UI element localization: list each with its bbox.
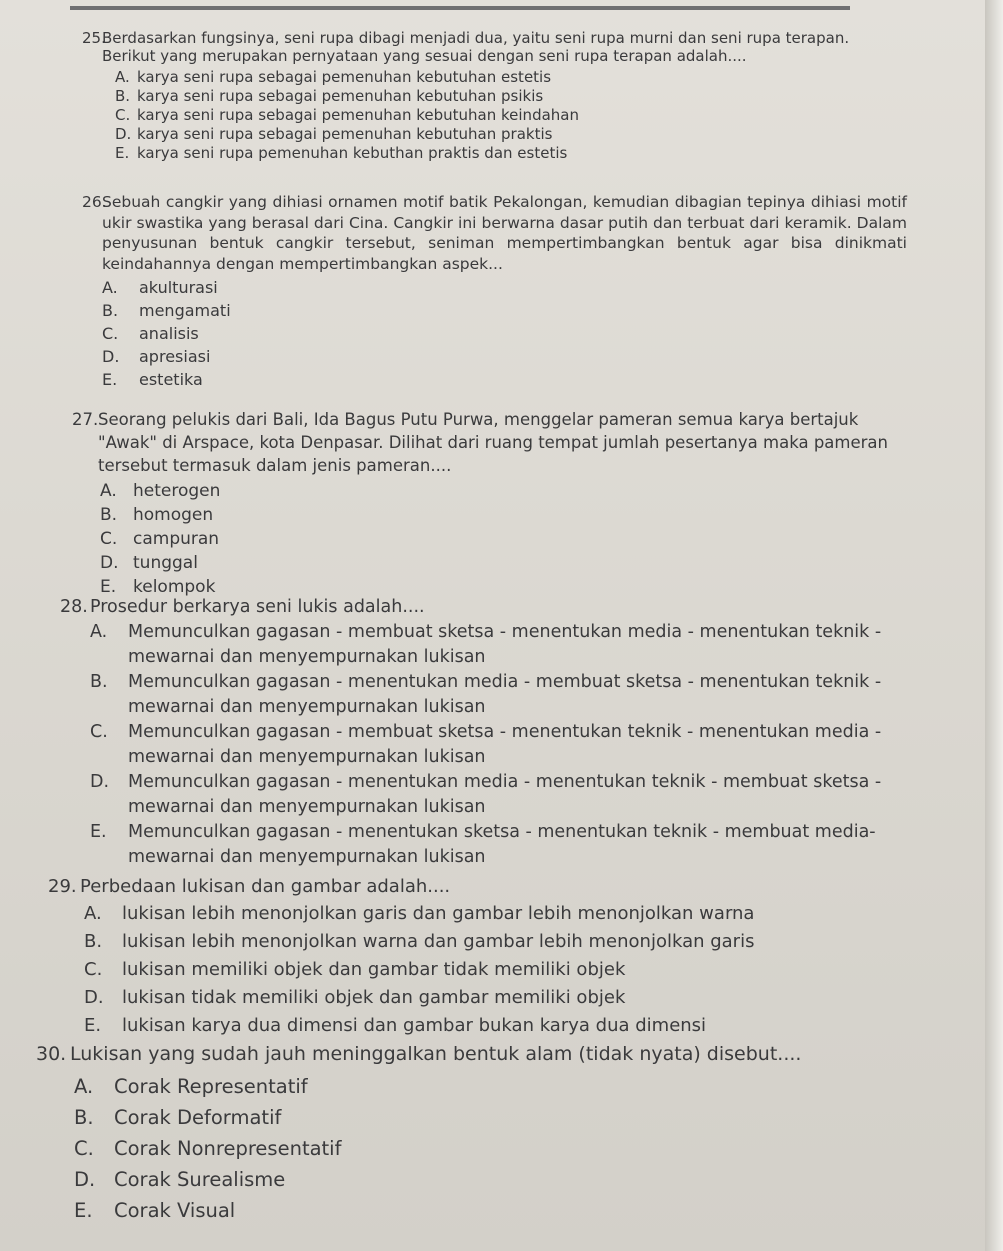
option-c [90,720,945,770]
option-letter: B. [74,1106,94,1129]
option-c [102,322,907,345]
option-letter: D. [100,553,119,573]
option-a [84,900,938,928]
question-number: 29. [48,876,77,897]
option-text: Memunculkan gagasan - menentukan media - membuat sketsa - menentukan teknik - mewarnai dan menyempurnakan lukisan [128,672,882,717]
option-letter: C. [84,959,103,980]
options-list [74,1071,936,1226]
question-30 [36,1040,936,1226]
option-d [90,770,945,820]
option-text: karya seni rupa sebagai pemenuhan kebutuhan psikis [137,87,544,105]
option-letter: B. [100,505,118,525]
page-edge [985,0,1003,1251]
option-letter: D. [90,772,110,792]
question-text: Perbedaan lukisan dan gambar adalah.... [80,876,451,897]
option-letter: E. [102,370,118,389]
option-e [115,144,872,163]
question-number: 27. [72,410,99,429]
option-e [102,368,907,391]
option-letter: B. [115,87,131,105]
question-stem [82,192,907,274]
option-letter: D. [74,1168,96,1191]
question-27 [72,408,902,599]
question-stem [48,873,938,900]
option-letter: E. [115,144,130,162]
option-letter: C. [74,1137,94,1160]
question-26 [82,192,907,391]
option-text: mengamati [139,301,231,320]
option-letter: E. [74,1199,93,1222]
option-letter: A. [84,903,102,924]
option-b [74,1102,936,1133]
option-c [84,956,938,984]
options-list [90,620,945,870]
question-text: Sebuah cangkir yang dihiasi ornamen motif batik Pekalongan, kemudian dibagian tepinya dihiasi motif ukir swastika yang berasal dari Cina. Cangkir ini berwarna dasar putih dan terbuat dari keramik. Dalam penyusunan bentuk cangkir tersebut, seniman mempertimbangkan bentuk agar bisa dinikmati keindahannya dengan mempertimbangkan aspek... [102,193,907,273]
question-number: 26. [82,193,107,211]
option-d [100,551,902,575]
option-letter: B. [102,301,119,320]
options-list [100,479,902,599]
question-text: Prosedur berkarya seni lukis adalah.... [90,597,425,617]
option-letter: B. [90,672,108,692]
options-list [102,276,907,391]
option-text: analisis [139,324,199,343]
question-25 [82,30,872,163]
option-letter: A. [74,1075,94,1098]
question-number: 30. [36,1043,67,1065]
option-text: Memunculkan gagasan - menentukan media - menentukan teknik - membuat sketsa - mewarnai dan menyempurnakan lukisan [128,772,882,817]
option-text: heterogen [133,481,221,501]
question-text: Lukisan yang sudah jauh meninggalkan bentuk alam (tidak nyata) disebut.... [70,1043,802,1065]
option-text: Memunculkan gagasan - membuat sketsa - menentukan media - menentukan teknik - mewarnai dan menyempurnakan lukisan [128,622,882,667]
option-text: Corak Surealisme [114,1168,286,1191]
question-stem [60,595,945,620]
option-text: lukisan karya dua dimensi dan gambar bukan karya dua dimensi [122,1015,707,1036]
option-text: Corak Nonrepresentatif [114,1137,342,1160]
option-text: estetika [139,370,203,389]
option-letter: A. [90,622,108,642]
option-b [90,670,945,720]
question-stem [36,1040,936,1069]
option-b [102,299,907,322]
option-b [115,87,872,106]
option-text: akulturasi [139,278,218,297]
question-28 [60,595,945,870]
question-number: 28. [60,597,88,617]
option-letter: A. [102,278,118,297]
option-b [84,928,938,956]
option-c [115,106,872,125]
option-text: karya seni rupa sebagai pemenuhan kebutuhan estetis [137,68,552,86]
option-letter: E. [84,1015,102,1036]
option-a [115,68,872,87]
option-letter: D. [84,987,104,1008]
option-a [100,479,902,503]
options-list [84,900,938,1040]
option-text: Memunculkan gagasan - membuat sketsa - menentukan teknik - menentukan media - mewarnai dan menyempurnakan lukisan [128,722,882,767]
question-stem [82,30,872,65]
option-letter: D. [102,347,120,366]
option-text: lukisan lebih menonjolkan garis dan gambar lebih menonjolkan warna [122,903,755,924]
option-text: lukisan memiliki objek dan gambar tidak memiliki objek [122,959,626,980]
question-29 [48,873,938,1040]
option-text: karya seni rupa pemenuhan kebuthan praktis dan estetis [137,144,568,162]
option-letter: C. [90,722,108,742]
question-text: Seorang pelukis dari Bali, Ida Bagus Putu Purwa, menggelar pameran semua karya bertajuk "Awak" di Arspace, kota Denpasar. Dilihat dari ruang tempat jumlah pesertanya maka pameran tersebut termasuk dalam jenis pameran.... [98,410,888,475]
option-letter: E. [90,822,107,842]
option-letter: E. [100,577,117,597]
option-text: homogen [133,505,214,525]
option-text: campuran [133,529,220,549]
option-text: tunggal [133,553,198,573]
option-letter: A. [115,68,130,86]
option-b [100,503,902,527]
option-c [74,1133,936,1164]
option-e [84,1012,938,1040]
option-text: karya seni rupa sebagai pemenuhan kebutuhan praktis [137,125,553,143]
option-d [102,345,907,368]
option-a [90,620,945,670]
top-rule [70,6,850,10]
option-letter: C. [102,324,119,343]
option-text: lukisan tidak memiliki objek dan gambar memiliki objek [122,987,626,1008]
option-text: lukisan lebih menonjolkan warna dan gambar lebih menonjolkan garis [122,931,755,952]
option-letter: D. [115,125,132,143]
option-letter: A. [100,481,117,501]
option-text: Memunculkan gagasan - menentukan sketsa - menentukan teknik - membuat media- mewarnai dan menyempurnakan lukisan [128,822,876,867]
option-d [84,984,938,1012]
option-text: Corak Visual [114,1199,236,1222]
question-text: Berdasarkan fungsinya, seni rupa dibagi menjadi dua, yaitu seni rupa murni dan seni rupa terapan. Berikut yang merupakan pernyataan yang sesuai dengan seni rupa terapan adalah.... [102,29,850,65]
option-letter: B. [84,931,103,952]
option-a [74,1071,936,1102]
option-letter: C. [115,106,131,124]
option-e [74,1195,936,1226]
option-letter: C. [100,529,118,549]
options-list [115,68,872,163]
option-text: Corak Deformatif [114,1106,282,1129]
option-c [100,527,902,551]
question-stem [72,408,902,477]
option-text: kelompok [133,577,216,597]
option-e [90,820,945,870]
option-text: Corak Representatif [114,1075,308,1098]
option-a [102,276,907,299]
option-text: karya seni rupa sebagai pemenuhan kebutuhan keindahan [137,106,579,124]
option-d [74,1164,936,1195]
option-text: apresiasi [139,347,211,366]
option-d [115,125,872,144]
question-number: 25. [82,29,106,47]
